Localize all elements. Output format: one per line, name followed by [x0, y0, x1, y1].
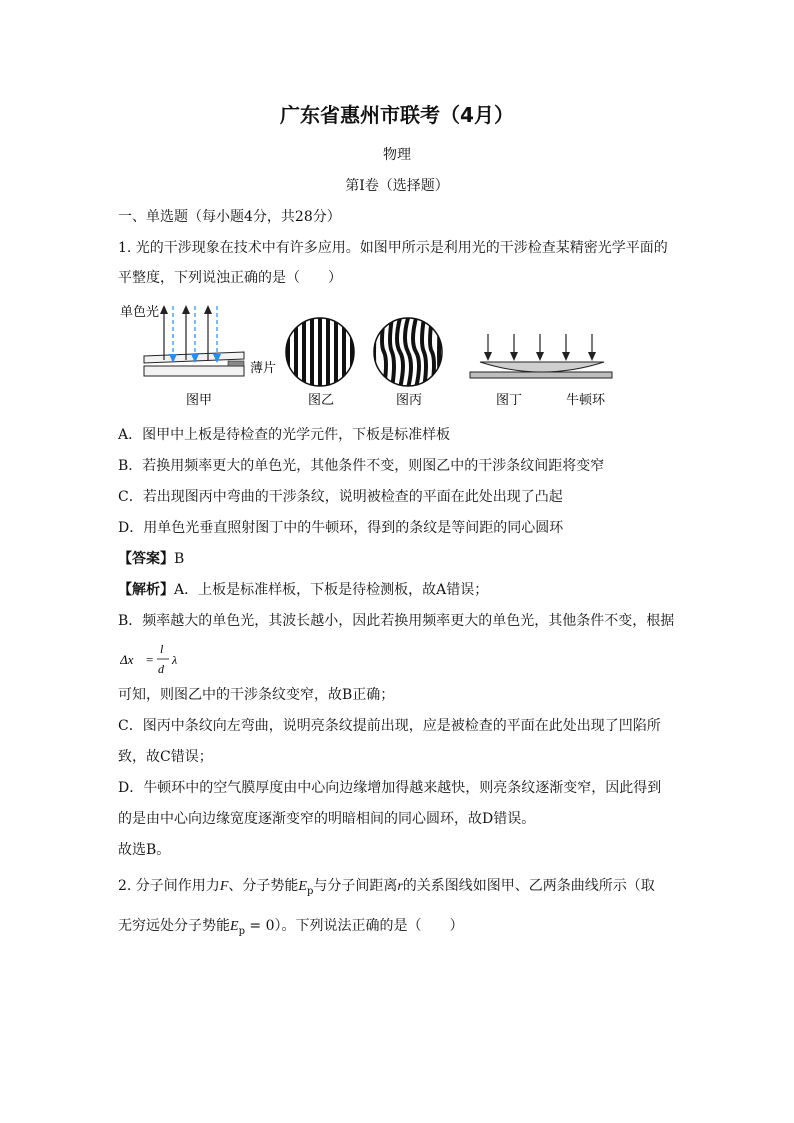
q1-analysis-a	[118, 580, 488, 600]
q1-conclusion: 故选B。	[118, 842, 171, 858]
q1-option-d: D．用单色光垂直照射图丁中的牛顿环，得到的条纹是等间距的同心圆环	[118, 520, 564, 536]
subject-label: 物理	[383, 147, 411, 163]
q1-option-c: C．若出现图丙中弯曲的干涉条纹，说明被检查的平面在此处出现了凸起	[118, 489, 563, 505]
q2-stem-line1	[118, 876, 655, 902]
q1-analysis-d2: 的是由中心向边缘宽度逐渐变窄的明暗相间的同心圆环，故D错误。	[118, 811, 536, 827]
page-title: 广东省惠州市联考（4月）	[280, 103, 514, 127]
q2-text-b: 、分子势能	[228, 878, 299, 894]
figure-jia	[120, 304, 276, 408]
label-bing: 图丙	[396, 393, 423, 408]
q2-eq-val: = 0	[244, 918, 275, 934]
formula-lhs: Δx	[120, 652, 134, 667]
svg-text:=: =	[146, 652, 154, 667]
q2-stem-line2	[118, 916, 464, 942]
answer-tag: 【答案】	[118, 551, 174, 567]
label-jia: 图甲	[186, 393, 213, 408]
q2-eq-sub: p	[238, 925, 245, 937]
label-yi: 图乙	[308, 393, 335, 408]
q2-text-e: 无穷远处分子势能	[118, 918, 230, 934]
analysis-tag: 【解析】	[118, 582, 174, 598]
q1-answer	[118, 549, 184, 569]
q1-analysis-b1: B．频率越大的单色光，其波长越小，因此若换用频率更大的单色光，其他条件不变，根据	[118, 613, 675, 629]
q2-text-a: 2. 分子间作用力	[118, 878, 220, 894]
q1-figure	[118, 300, 638, 412]
q2-text-f: ）。下列说法正确的是（ ）	[274, 918, 464, 934]
figure-bing	[374, 318, 442, 408]
q2-symbol-Ep: E	[298, 879, 307, 894]
q1-stem-line2: 平整度，下列说浊正确的是（ ）	[118, 270, 342, 286]
formula-tail: λ	[172, 653, 178, 667]
figure-yi	[286, 318, 354, 408]
label-ring: 牛顿环	[566, 393, 606, 408]
label-ding: 图丁	[496, 393, 523, 408]
q2-eq-symbol: E	[230, 919, 239, 934]
q1-analysis-b2: 可知，则图乙中的干涉条纹变窄，故B正确；	[118, 687, 395, 703]
q1-option-b: B．若换用频率更大的单色光，其他条件不变，则图乙中的干涉条纹间距将变窄	[118, 458, 605, 474]
figure-ding	[470, 334, 612, 408]
q2-symbol-F: F	[219, 879, 229, 894]
q1-option-a: A．图甲中上板是待检查的光学元件，下板是标准样板	[118, 427, 451, 443]
label-light: 单色光	[120, 305, 160, 320]
formula-den: d	[158, 662, 164, 676]
section-heading: 一、单选题（每小题4分，共28分）	[118, 209, 341, 225]
formula-delta-x	[120, 640, 200, 678]
q1-analysis-c2: 致，故C错误；	[118, 749, 213, 765]
analysis-a-text: A．上板是标准样板，下板是待检测板，故A错误；	[174, 582, 489, 598]
q2-text-c: 与分子间距离	[313, 878, 398, 894]
q1-stem-line1: 1. 光的干涉现象在技术中有许多应用。如图甲所示是利用光的干涉检查某精密光学平面的	[118, 240, 668, 256]
volume-label: 第Ⅰ卷（选择题）	[345, 178, 449, 194]
q1-analysis-d1: D．牛顿环中的空气膜厚度由中心向边缘增加得越来越快，则亮条纹逐渐变窄，因此得到	[118, 780, 662, 796]
q1-analysis-c1: C．图丙中条纹向左弯曲，说明亮条纹提前出现，应是被检查的平面在此处出现了凹陷所	[118, 718, 661, 734]
q2-text-d: 的关系图线如图甲、乙两条曲线所示（取	[402, 878, 655, 894]
q2-symbol-r: r	[397, 879, 403, 894]
answer-value: B	[174, 551, 185, 567]
label-film: 薄片	[250, 361, 277, 376]
formula-num: l	[160, 642, 164, 656]
q2-symbol-Ep-sub: p	[306, 885, 314, 897]
